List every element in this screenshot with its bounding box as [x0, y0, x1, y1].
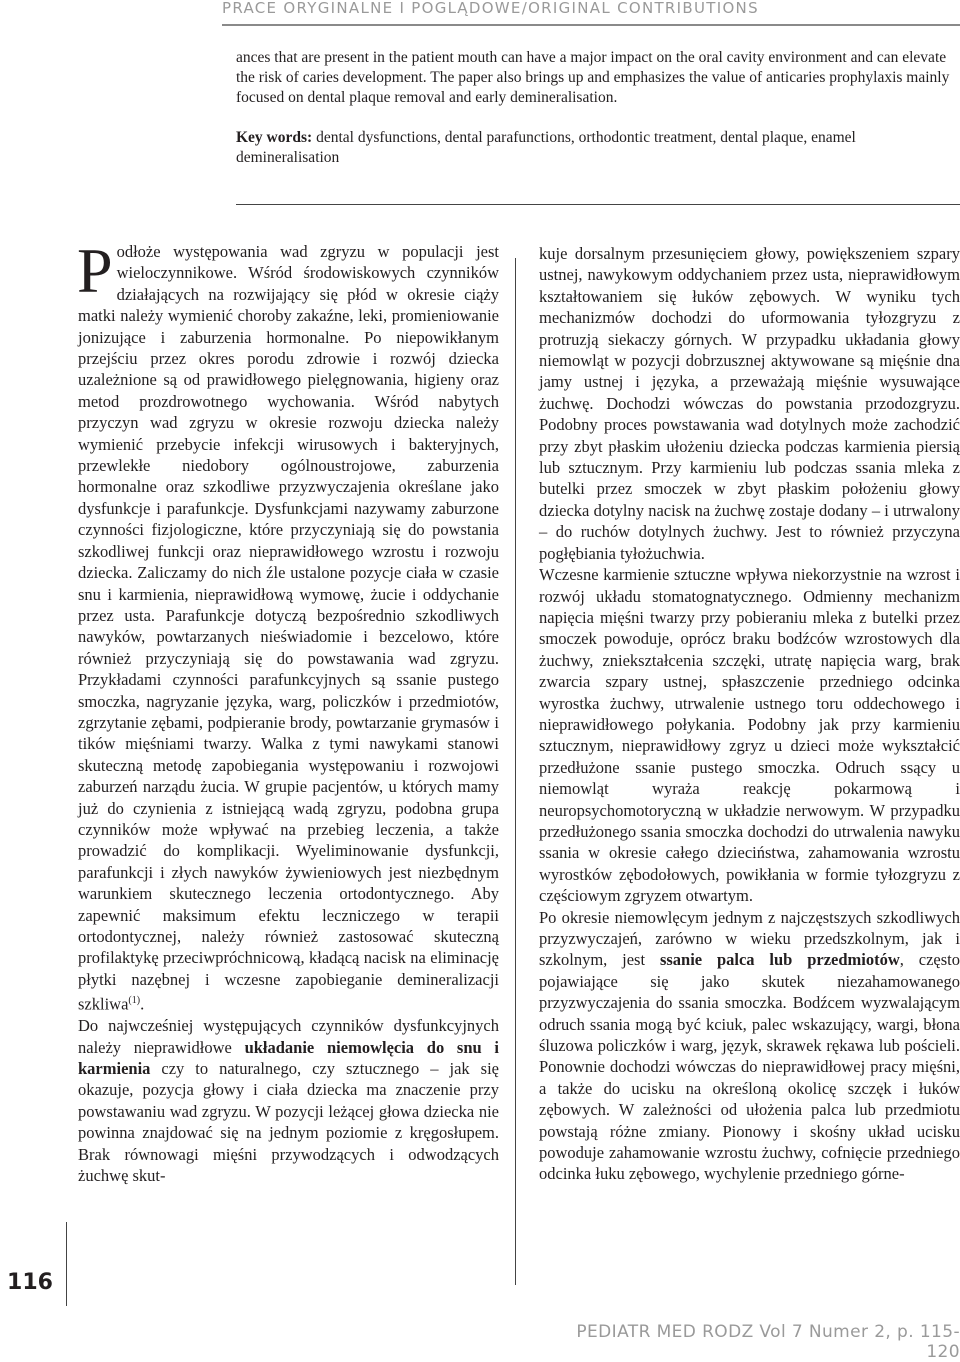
running-header	[222, 0, 960, 26]
emphasis-text: ssanie palca lub przedmiotów	[659, 950, 900, 970]
keywords-text: dental dysfunctions, dental parafunctions, orthodontic treatment, dental plaque, enamel demineralisation	[236, 129, 856, 166]
body-column-left	[77, 235, 500, 1186]
page-number: 116	[7, 1270, 53, 1295]
abstract-text: ances that are present in the patient mouth can have a major impact on the oral cavity environment and can elevate the risk of caries development. The paper also brings up and emphasizes the value of anticaries prophylaxis mainly focused on dental plaque removal and early demineralisation.	[236, 49, 950, 106]
paragraph-text: , często pojawiające się jako skutek niezahamowanego przyzwyczajenia do ssania smoczka. Bodźcem wyzwalającym odruch ssania mogą być kciuk, palec wskazujący, wargi, błona śluzowa policzków i warg, język, skrawek rękawa lub pościeli. Ponownie dochodzi wówczas do nieprawidłowej pracy mięśni, a także do ucisku na określoną okolicę szczęk i łuków zębowych. W zależności od ułożenia palca lub przedmiotu powstają różne zmiany. Pionowy i skośny układ ucisku powoduje zahamowanie wzrostu żuchwy, cofnięcie przedniego odcinka łuku zębowego, wychylenie przedniego górne-	[539, 950, 960, 1184]
paragraph: Wczesne karmienie sztuczne wpływa niekorzystnie na wzrost i rozwój układu stomatognatycznego. Odmienny mechanizm napięcia mięśni twarzy przy pobieraniu mleka z butelki przez smoczek powoduje, oprócz braku bodźców wzrostowych dla żuchwy, zniekształcenia szczęki, utratę napięcia warg, brak zwarcia szpary ustnej, spłaszczenie przedniego odcinka wyrostka żuchwy, utrwalenie ustnego toru oddechowego i nieprawidłowego połykania. Podobny jak przy karmieniu sztucznym, nieprawidłowy zgryz u dzieci może wykształcić przedłużone ssanie pustego smoczka. Odruch ssący u niemowląt wyraża reakcję pokarmową i neuropsychomotoryczną w układzie nerwowym. W przypadku przedłużonego ssania smoczka dochodzi do utrwalenia nawyku ssania w okresie całego dzieciństwa, zahamowania wzrostu wyrostków zębodołowych, powikłania w formie tyłozgryzu z częściowym zgryzem otwartym.	[539, 565, 960, 906]
paragraph	[539, 907, 960, 1185]
section-title: PRACE ORYGINALNE I POGLĄDOWE/ORIGINAL CONTRIBUTIONS	[222, 0, 759, 17]
body-column-right	[539, 243, 960, 1185]
paragraph-text: czy to naturalnego, czy sztucznego – jak się okazuje, pozycja głowy i ciała dziecka ma znaczenie przy powstawaniu wad zgryzu. W pozycji leżącej głowa dziecka nie powinna znajdować się na jednym poziomie z kręgosłupem. Brak równowagi mięśni przywodzących i odwodzących żuchwę skut-	[78, 1058, 499, 1185]
abstract-continuation	[236, 48, 960, 108]
paragraph	[77, 235, 499, 1015]
paragraph	[78, 1015, 499, 1186]
keywords-label: Key words:	[236, 129, 313, 146]
citation-ref: (1)	[128, 995, 141, 1007]
emphasis-text: układanie niemowlęcia do snu i karmienia	[78, 1037, 500, 1078]
paragraph-text: Do najwcześniej występujących czynników dysfunkcyjnych należy nieprawidłowe	[78, 1016, 499, 1057]
keywords	[236, 128, 960, 168]
column-divider	[515, 258, 516, 1285]
paragraph-text: Po okresie niemowlęcym jednym z najczęstszych szkodliwych przyzwyczajeń, zarówno w wieku przedszkolnym, jak i szkolnym, jest	[539, 907, 960, 970]
paragraph-text: odłoże występowania wad zgryzu w populacji jest wieloczynnikowe. Wśród środowiskowych czynników działających na rozwijający się płód w okresie ciąży matki należy wymienić choroby zakaźne, leki, promieniowanie jonizujące i zaburzenia hormonalne. Po niepowikłanym przejściu przez okres porodu zdrowie i rozwój dziecka uzależnione są od prawidłowego pielęgnowania, higieny oraz metod prozdrowotnego wychowania. Wśród nabytych przyczyn wad zgryzu w okresie rozwoju dziecka należy wymienić przebycie infekcji wirusowych i bakteryjnych, przewlekłe niedobory ogólnoustrojowe, zaburzenia hormonalne oraz szkodliwe przyzwyczajenia określane jako dysfunkcje i parafunkcje. Dysfunkcjami nazywamy zaburzone czynności fizjologiczne, które przyczyniają się do powstania szkodliwej funkcji oraz nieprawidłowego wzrostu i rozwoju dziecka. Zaliczamy do nich źle ustalone pozycje ciała w czasie snu i karmienia, nieprawidłową wymowę, żucie i oddychanie przez usta. Parafunkcje dotyczą bezpośrednio szkodliwych nawyków, powtarzanych nieświadomie i bezcelowo, które również przyczyniają się do powstawania wad zgryzu. Przykładami czynności parafunkcyjnych są ssanie pustego smoczka, nagryzanie języka, warg, policzków i przedmiotów, zgrzytanie zębami, podpieranie brody, powtarzanie grymasów i tików mięśniami twarzy. Walka z tymi nawykami stanowi skuteczną metodę zapobiegania występowaniu i rozwojowi zaburzeń narządu żucia. W grupie pacjentów, u których mamy już do czynienia z istniejącą wadą zgryzu, podobna grupa czynników może wpływać na przebieg leczenia, a także prowadzić do komplikacji. Wyeliminowanie dysfunkcji, parafunkcji i złych nawyków żywieniowych jest niezbędnym warunkiem skutecznego leczenia ortodontycznego. Aby zapewnić maksimum efektu leczniczego w terapii ortodontycznej, należy również zastosować skuteczną profilaktykę przeciwpróchnicową, kładącą nacisk na eliminację płytki nazębnej i wczesne zapobieganie demineralizacji szkliwa	[78, 242, 499, 1014]
drop-cap: P	[77, 235, 113, 306]
paragraph-end: .	[140, 994, 145, 1014]
page-number-rule	[66, 1222, 67, 1306]
journal-citation: PEDIATR MED RODZ Vol 7 Numer 2, p. 115-120	[576, 1322, 960, 1362]
section-divider	[236, 204, 960, 205]
paragraph: kuje dorsalnym przesunięciem głowy, powiększeniem szpary ustnej, nawykowym oddychaniem przez usta, nieprawidłowym kształtowaniem się łuków zębowych. W wyniku tych mechanizmów dochodzi do uformowania tyłozgryzu z protruzją siekaczy górnych. W przypadku układania głowy niemowląt w pozycji dobrzusznej aktywowane są mięśnie dna jamy ustnej i języka, a przeważają mięśnie wysuwające żuchwę. Dochodzi wówczas do powstania przodozgryzu. Podobny proces powstawania wad dotylnych może zachodzić przy zbyt płaskim ułożeniu dziecka podczas karmienia piersią lub sztucznym. Przy karmieniu lub podczas ssania mleka z butelki przez smoczek w zbyt płaskim położeniu głowy dziecka dotylny nacisk na żuchwę zostaje dodany – i utrwalony – do ruchów dotylnych żuchwy. Jest to również przyczyna pogłębiania tyłożuchwia.	[539, 244, 960, 563]
